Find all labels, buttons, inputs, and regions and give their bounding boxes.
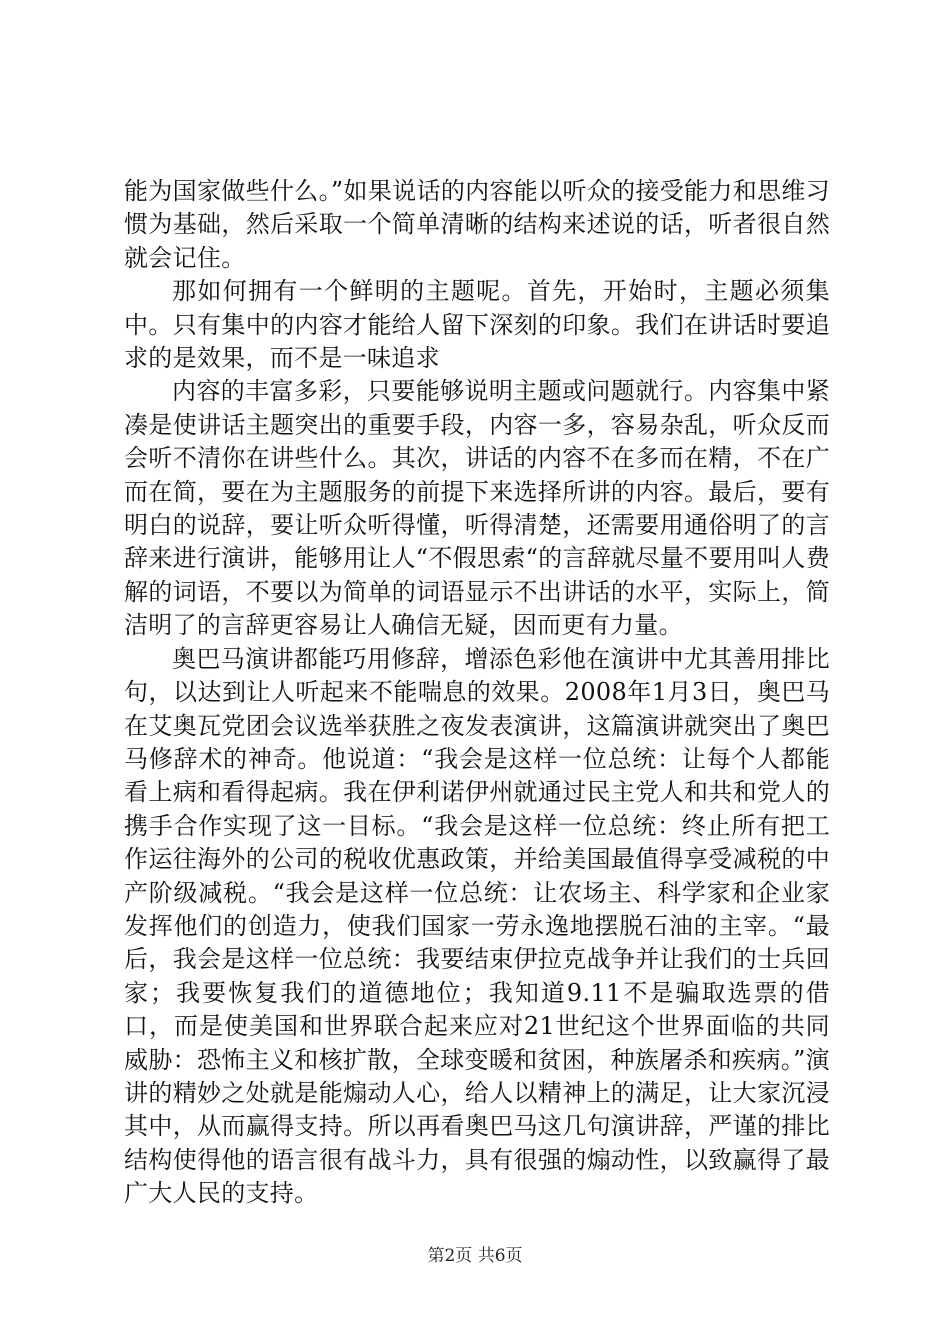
page-number-footer: 第2页 共6页: [427, 1246, 523, 1266]
paragraph: 内容的丰富多彩，只要能够说明主题或问题就行。内容集中紧凑是使讲话主题突出的重要手段，内容一多，容易杂乱，听众反而会听不清你在讲些什么。其次，讲话的内容不在多而在精，不在广而在简，要在为主题服务的前提下来选择所讲的内容。最后，要有明白的说辞，要让听众听得懂，听得清楚，还需要用通俗明了的言辞来进行演讲，能够用让人“不假思索“的言辞就尽量不要用叫人费解的词语，不要以为简单的词语显示不出讲话的水平，实际上，简洁明了的言辞更容易让人确信无疑，因而更有力量。: [124, 377, 830, 640]
paragraph: 那如何拥有一个鲜明的主题呢。首先，开始时，主题必须集中。只有集中的内容才能给人留下深刻的印象。我们在讲话时要追求的是效果，而不是一味追求: [124, 277, 830, 373]
document-body: [124, 175, 830, 1211]
paragraph: 奥巴马演讲都能巧用修辞，增添色彩他在演讲中尤其善用排比句，以达到让人听起来不能喘息的效果。2008年1月3日，奥巴马在艾奥瓦党团会议选举获胜之夜发表演讲，这篇演讲就突出了奥巴马修辞术的神奇。他说道：“我会是这样一位总统：让每个人都能看上病和看得起病。我在伊利诺伊州就通过民主党人和共和党人的携手合作实现了这一目标。“我会是这样一位总统：终止所有把工作运往海外的公司的税收优惠政策，并给美国最值得享受减税的中产阶级减税。“我会是这样一位总统：让农场主、科学家和企业家发挥他们的创造力，使我们国家一劳永逸地摆脱石油的主宰。“最后，我会是这样一位总统：我要结束伊拉克战争并让我们的士兵回家；我要恢复我们的道德地位；我知道9.11不是骗取选票的借口，而是使美国和世界联合起来应对21世纪这个世界面临的共同威胁：恐怖主义和核扩散，全球变暖和贫困，种族屠杀和疾病。”演讲的精妙之处就是能煽动人心，给人以精神上的满足，让大家沉浸其中，从而赢得支持。所以再看奥巴马这几句演讲辞，严谨的排比结构使得他的语言很有战斗力，具有很强的煽动性，以致赢得了最广大人民的支持。: [124, 644, 830, 1208]
paragraph: 能为国家做些什么。”如果说话的内容能以听众的接受能力和思维习惯为基础，然后采取一个简单清晰的结构来述说的话，听者很自然就会记住。: [124, 177, 830, 272]
